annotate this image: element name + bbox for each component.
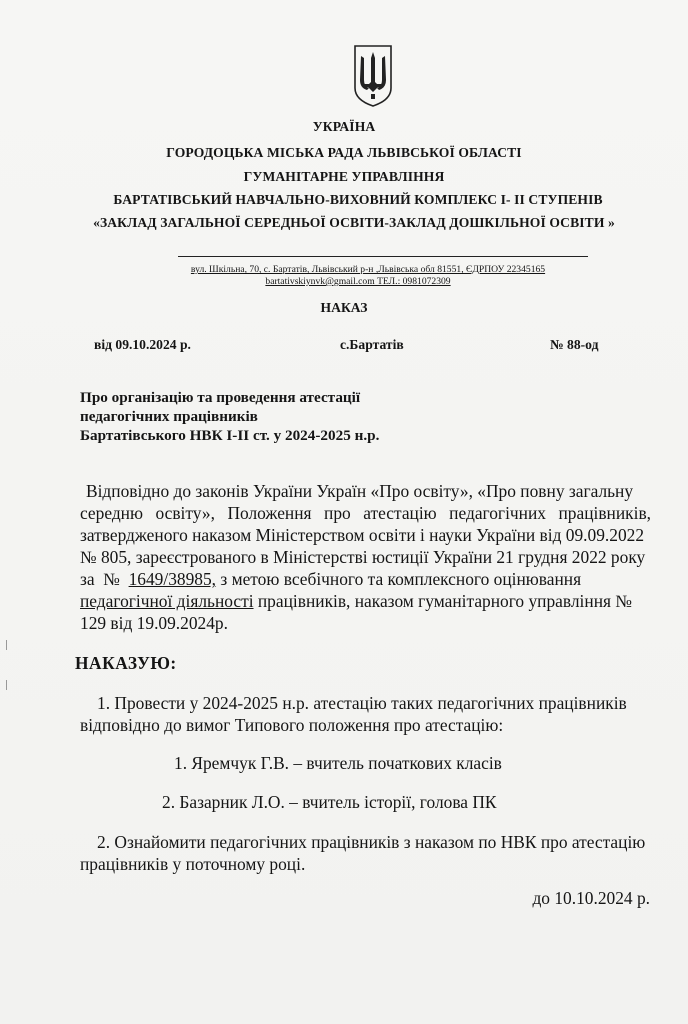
order-item-2: 2. Ознайомити педагогічних працівників з наказом по НВК про атестацію [97, 832, 646, 852]
preamble-line: Відповідно до законів України Україн «Про освіту», «Про повну загальну [86, 481, 634, 501]
punch-mark [6, 640, 13, 650]
staff-entry: 1. Яремчук Г.В. – вчитель початкових класів [174, 753, 502, 773]
department-heading: ГУМАНІТАРНЕ УПРАВЛІННЯ [243, 169, 445, 184]
preamble-line: 129 від 19.09.2024р. [80, 613, 228, 634]
country-heading: УКРАЇНА [312, 119, 376, 134]
punch-mark [6, 680, 13, 690]
subject-line: Про організацію та проведення атестації [80, 389, 361, 406]
preamble-paragraph [86, 480, 650, 502]
header-divider [178, 256, 588, 257]
registration-number: 1649/38985, [128, 569, 217, 590]
address-line: вул. Шкільна, 70, с. Бартатів, Львівський р-н ,Львівська обл 81551, ЄДРПОУ 22345165 [190, 264, 546, 275]
subject-line: педагогічних працівників [80, 408, 258, 425]
council-heading: ГОРОДОЦЬКА МІСЬКА РАДА ЛЬВІВСЬКОЇ ОБЛАСТІ [166, 145, 522, 160]
order-item-1: 1. Провести у 2024-2025 н.р. атестацію таких педагогічних працівників [97, 693, 627, 713]
subject-line: Бартатівського НВК І-ІІ ст. у 2024-2025 н.р. [80, 427, 380, 444]
contacts-line: bartativskiynvk@gmail.com ТЕЛ.: 0981072309 [265, 276, 451, 287]
preamble-line: середню освіту», Положення про атестацію педагогічних працівників, [80, 503, 651, 523]
orders-label: НАКАЗУЮ: [75, 653, 177, 673]
deadline-date: до 10.10.2024 р. [532, 888, 650, 908]
staff-entry: 2. Базарник Л.О. – вчитель історії, голова ПК [162, 792, 497, 812]
preamble-line: затвердженого наказом Міністерством освіти і науки України від 09.09.2022 [80, 525, 645, 546]
order-title: НАКАЗ [320, 300, 368, 315]
order-place: с.Бартатів [340, 337, 404, 352]
preamble-line: № 805, зареєстрованого в Міністерстві юстиції України 21 грудня 2022 року [80, 547, 646, 568]
school-heading: БАРТАТІВСЬКИЙ НАВЧАЛЬНО-ВИХОВНИЙ КОМПЛЕКС І- ІІ СТУПЕНІВ [113, 192, 603, 207]
order-item-1-continued: відповідно до вимог Типового положення про атестацію: [80, 715, 504, 735]
trident-emblem-icon [353, 44, 393, 108]
school-type-heading: «ЗАКЛАД ЗАГАЛЬНОЇ СЕРЕДНЬОЇ ОСВІТИ-ЗАКЛАД ДОШКІЛЬНОЇ ОСВІТИ » [93, 215, 615, 230]
order-date: від 09.10.2024 р. [94, 337, 191, 352]
order-item-2-continued: працівників у поточному році. [80, 854, 306, 874]
preamble-line: за № 1649/38985, з метою всебічного та комплексного оцінювання [80, 569, 582, 590]
order-number: № 88-од [550, 337, 599, 352]
order-subject [80, 388, 379, 445]
preamble-paragraph-body [80, 502, 651, 635]
preamble-line: педагогічної діяльності працівників, наказом гуманітарного управління № [80, 591, 632, 612]
